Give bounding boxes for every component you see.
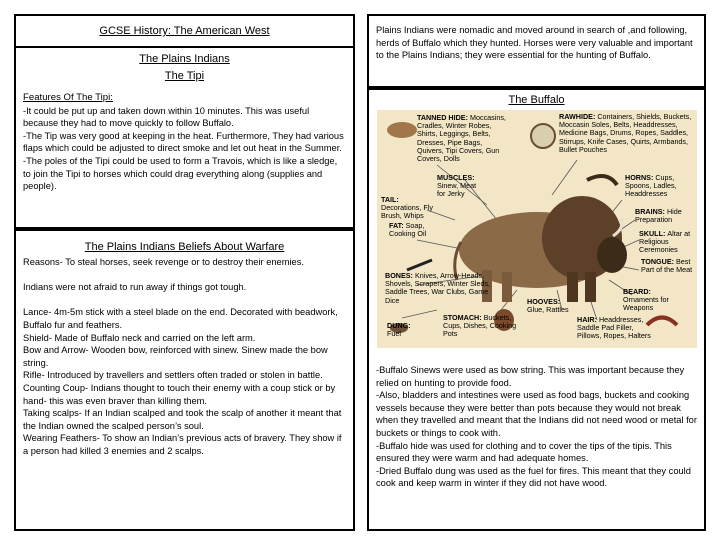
tipi-heading: The Plains Indians: [139, 53, 230, 65]
label-title: BRAINS:: [635, 207, 667, 216]
label-text: Soap, Cooking Oil: [389, 221, 427, 239]
label-text: Moccasins, Cradles, Winter Robes, Shirts, Leggings, Belts, Dresses, Pipe Bags, Quivers, Tipi Covers, Gun Covers, Dolls: [417, 113, 506, 164]
weapon-item: Rifle- Introduced by travellers and settlers often traded or stolen in battle.: [23, 370, 323, 381]
label-hooves: [527, 298, 573, 314]
label-skull: [639, 230, 695, 255]
label-text: Headdresses, Saddle Pad Filler, Pillows, Ropes, Halters: [577, 315, 651, 341]
label-text: Best Part of the Meat: [641, 257, 693, 275]
weapon-item: Wearing Feathers- To show an Indian’s previous acts of bravery. They show if a person had killed 3 enemies and 2 scalps.: [23, 433, 342, 456]
label-beard: [623, 288, 683, 313]
buffalo-section: [367, 88, 706, 531]
label-text: Containers, Shields, Buckets, Moccasin Soles, Belts, Headdresses, Medicine Bags, Drums, Ropes, Saddles, Stirrups, Knife Cases, Quirts, Armbands, Bullet Pouches: [559, 112, 692, 154]
label-bones: [385, 272, 495, 305]
label-text: Altar at Religious Ceremonies: [639, 229, 691, 255]
label-text: Decorations, Fly Brush, Whips: [381, 203, 433, 221]
label-text: Cups, Spoons, Ladles, Headdresses: [625, 173, 677, 199]
weapon-item: Lance- 4m-5m stick with a steel blade on the end. Decorated with beadwork, Buffalo fur and feathers.: [23, 307, 338, 330]
warfare-heading: The Plains Indians Beliefs About Warfare: [84, 241, 285, 253]
label-title: TONGUE:: [641, 257, 677, 266]
label-title: BONES:: [385, 271, 415, 280]
label-rawhide: [559, 113, 693, 154]
label-muscles: [437, 174, 485, 199]
label-text: Knives, Arrow-Heads, Shovels, Scrapers, Winter Sleds, Saddle Trees, War Clubs, Game Dice: [385, 271, 491, 305]
label-tongue: [641, 258, 695, 274]
label-dung: [387, 322, 417, 338]
label-fat: [389, 222, 429, 238]
tipi-feature-line: -The poles of the Tipi could be used to form a Travois, which is like a sledge, to join the Tipi to horses which could drag everything along (supplies and people).: [23, 155, 338, 192]
label-text: Buckets, Cups, Dishes, Cooking Pots: [443, 313, 517, 339]
weapon-item: Counting Coup- Indians thought to touch their enemy with a coup stick or by hand- this was even braver than killing them.: [23, 382, 336, 406]
label-tanned-hide: [417, 114, 509, 163]
tipi-subheading: The Tipi: [164, 70, 205, 82]
label-title: MUSCLES:: [437, 173, 475, 182]
buffalo-uses-diagram: [377, 110, 697, 348]
buffalo-use-line: -Buffalo Sinews were used as bow string. This was important because they relied on hunting to provide food.: [376, 365, 685, 388]
label-text: Fuel: [387, 329, 401, 339]
label-horns: [625, 174, 695, 199]
intro-text: Plains Indians were nomadic and moved around in search of ,and following, herds of Buffalo which they hunted. Horses were very valuable and important to the Plains Indians; they were essential for the hunting of Buffalo.: [376, 25, 693, 61]
label-text: Sinew, Meat for Jerky: [437, 181, 477, 199]
tipi-feature-line: -The Tip was very good at keeping in the heat. Furthermore, They had various flaps which could be adjusted to direct smoke and let out heat in the Summer.: [23, 130, 344, 154]
buffalo-use-line: -Buffalo hide was used for clothing and to cover the tips of the tipis. This ensured they were warm and had adequate homes.: [376, 440, 672, 464]
label-tail: [381, 196, 435, 221]
buffalo-heading: The Buffalo: [508, 94, 565, 106]
buffalo-use-line: -Dried Buffalo dung was used as the fuel for fires. This meant that they could cook and keep warm in winter if they did not have wood.: [376, 465, 691, 489]
title-box: [14, 14, 355, 48]
warfare-run-away: Indians were not afraid to run away if things got tough.: [23, 282, 247, 293]
page-title: GCSE History: The American West: [99, 25, 270, 37]
buffalo-use-line: -Also, bladders and intestines were used as food bags, buckets and cooking vessels because they were better than pots because they would not break when they travelled and meant that the Indians did not need wood or metal for buckets or things to cook with.: [376, 390, 697, 438]
warfare-weapons-list: [23, 306, 346, 457]
weapon-item: Shield- Made of Buffalo neck and carried on the left arm.: [23, 332, 256, 343]
label-title: HOOVES:: [527, 297, 561, 306]
label-title: DUNG:: [387, 321, 411, 330]
label-brains: [635, 208, 695, 224]
label-title: BEARD:: [623, 287, 651, 296]
tipi-section: [14, 46, 355, 229]
label-text: Hide Preparation: [635, 207, 682, 225]
warfare-reasons: Reasons- To steal horses, seek revenge or to destroy their enemies.: [23, 257, 304, 267]
warfare-section: [14, 229, 355, 531]
intro-section: [367, 14, 706, 88]
label-title: RAWHIDE:: [559, 112, 598, 121]
label-title: FAT:: [389, 221, 406, 230]
label-title: SKULL:: [639, 229, 668, 238]
label-title: HORNS:: [625, 173, 656, 182]
tipi-feature-line: -It could be put up and taken down within 10 minutes. This was useful because they had to move quickly to follow Buffalo.: [23, 105, 310, 129]
label-title: TANNED HIDE:: [417, 113, 470, 122]
label-hair: [577, 316, 655, 341]
label-title: STOMACH:: [443, 313, 484, 322]
weapon-item: Bow and Arrow- Wooden bow, reinforced with sinew. Sinew made the bow string.: [23, 345, 328, 368]
label-text: Ornaments for Weapons: [623, 295, 669, 313]
label-title: HAIR:: [577, 315, 599, 324]
tipi-features-title: Features Of The Tipi:: [23, 92, 113, 103]
label-stomach: [443, 314, 527, 339]
label-text: Glue, Rattles: [527, 305, 569, 315]
weapon-item: Taking scalps- If an Indian scalped and took the scalp of another it meant that the Indian owned the scalped person’s soul.: [23, 408, 342, 431]
label-title: TAIL:: [381, 195, 399, 204]
